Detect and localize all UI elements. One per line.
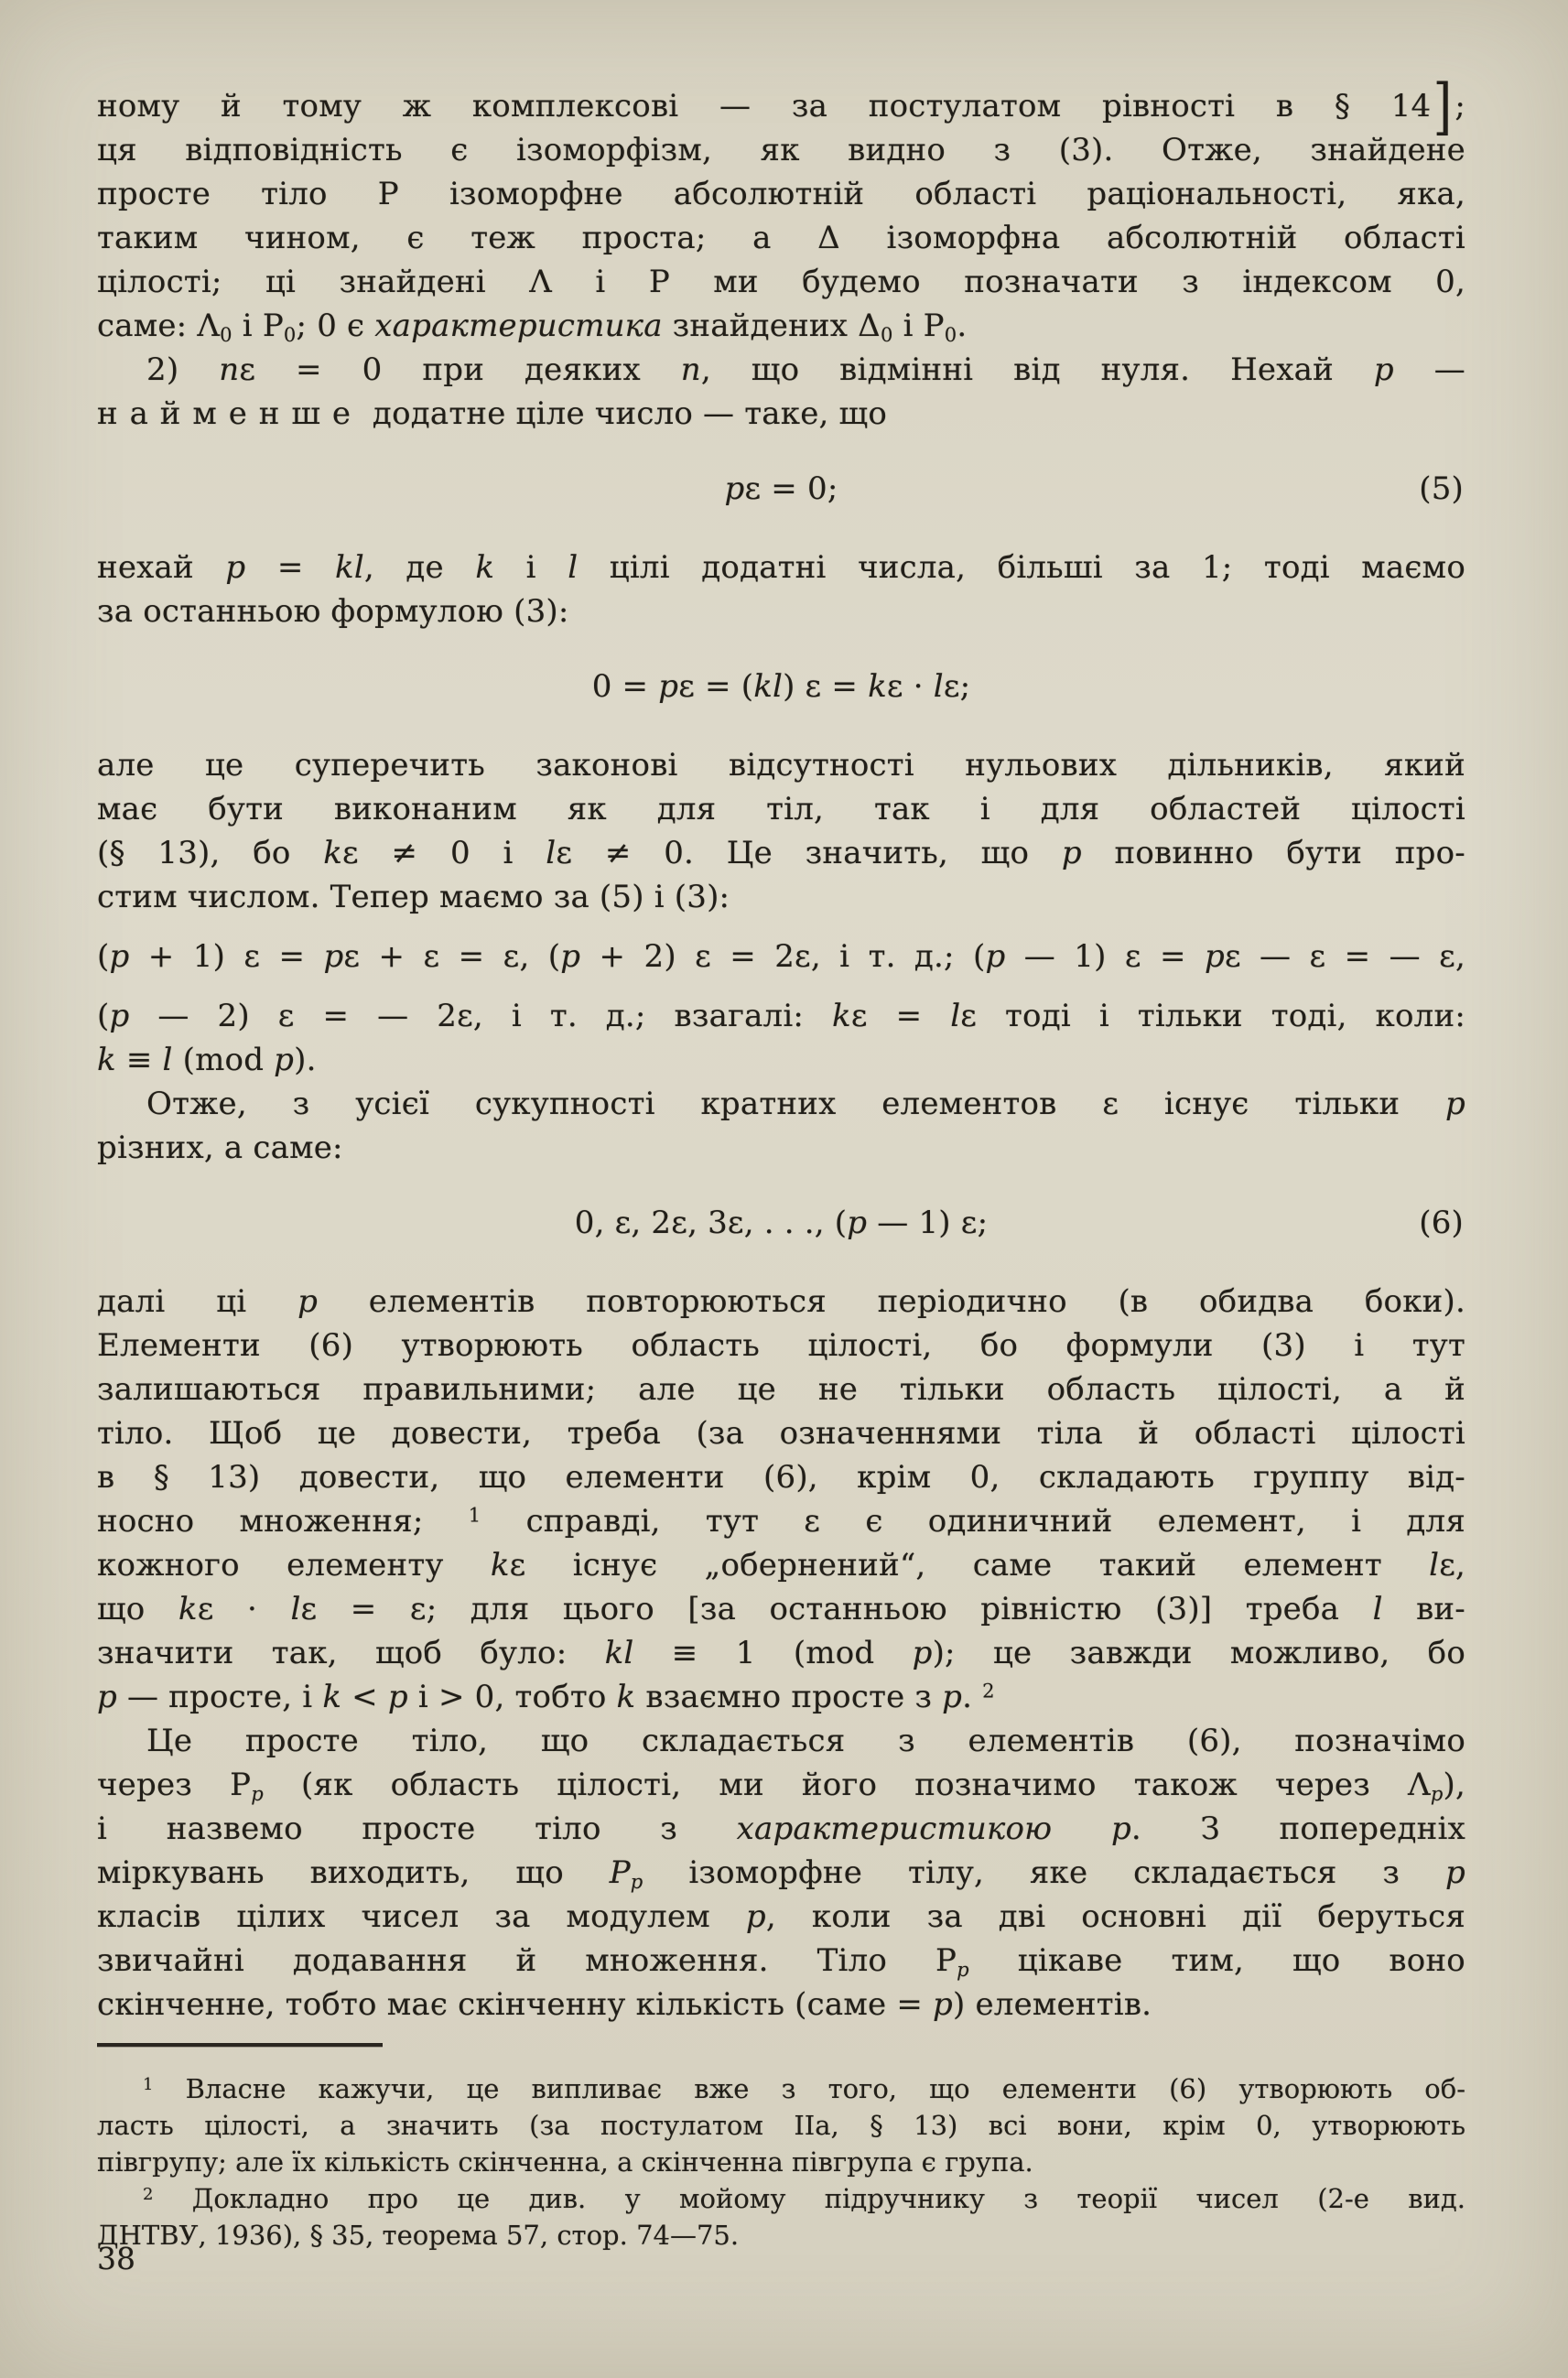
text-line: далі ці p елементів повторюються періодично (в обидва боки). xyxy=(97,1283,1465,1320)
footnotes xyxy=(97,2070,1465,2254)
text-line: і назвемо просте тіло з характеристикою p. З попередніх xyxy=(97,1811,1465,1847)
text-line: таким чином, є теж проста; а Δ ізоморфна абсолютній області xyxy=(97,220,1465,256)
text-line: (p — 2) ε = — 2ε, і т. д.; взагалі: kε = lε тоді і тільки тоді, коли: xyxy=(97,998,1465,1034)
text-line: залишаються правильними; але це не тільки область цілості, а й xyxy=(97,1371,1465,1408)
text-line: але це суперечить законові відсутності нульових дільників, який xyxy=(97,747,1465,784)
display-formula xyxy=(97,467,1465,511)
text-line: через $Р_p$ (як область цілості, ми його позначимо також через $\Lambda_p$), xyxy=(97,1767,1465,1805)
text-line: півгрупу; але їх кількість скінченна, а скінченна півгрупа є група. xyxy=(97,2146,1033,2178)
text-line: Це просте тіло, що складається з елементів (6), позначімо xyxy=(146,1723,1465,1759)
display-formula xyxy=(97,1201,1465,1245)
text-line: (p + 1) ε = pε + ε = ε, (p + 2) ε = 2ε, і т. д.; (p — 1) ε = pε — ε = — ε, xyxy=(97,938,1465,975)
body-text xyxy=(97,71,1466,2027)
text-line: $^2$ Докладно про це див. у мойому підручнику з теорії чисел (2-е вид. xyxy=(143,2183,1465,2214)
text-line: в § 13) довести, що елементи (6), крім 0, складають группу від- xyxy=(97,1459,1465,1496)
text-line: класів цілих чисел за модулем p, коли за дві основні дії беруться xyxy=(97,1898,1466,1935)
text-line: саме: $\Lambda_0$ і $Р_0$; 0 є характеристика знайдених $\Delta_0$ і $Р_0$. xyxy=(97,308,968,346)
text-line: (§ 13), бо kε ≠ 0 і lε ≠ 0. Це значить, що p повинно бути про- xyxy=(97,835,1465,871)
text-line: k ≡ l (mod p). xyxy=(97,1042,317,1078)
text-line: Елементи (6) утворюють область цілості, бо формули (3) і тут xyxy=(97,1327,1465,1364)
text-line: тіло. Щоб це довести, треба (за означеннями тіла й області цілості xyxy=(97,1415,1465,1452)
display-formula xyxy=(97,665,1465,708)
equation-number: (5) xyxy=(1419,470,1464,507)
text-line: ця відповідність є ізоморфізм, як видно з (3). Отже, знайдене xyxy=(97,132,1465,168)
formula: pε = 0; xyxy=(724,470,838,507)
text-line: має бути виконаним як для тіл, так і для областей цілості xyxy=(97,791,1465,827)
text-line: що kε · lε = ε; для цього [за останньою рівністю (3)] треба l ви- xyxy=(97,1591,1465,1627)
text-line: ному й тому ж комплексові — за постулатом рівності в § 14]; xyxy=(97,71,1465,142)
text-line: значити так, щоб було: kl ≡ 1 (mod p); це завжди можливо, бо xyxy=(97,1635,1465,1671)
text-line: ДНТВУ, 1936), § 35, теорема 57, стор. 74—75. xyxy=(97,2220,740,2251)
text-line: різних, а саме: xyxy=(97,1130,343,1166)
text-line: скінченне, тобто має скінченну кількість (саме = p) елементів. xyxy=(97,1986,1152,2023)
page-number: 38 xyxy=(97,2241,135,2276)
formula: 0, ε, 2ε, 3ε, . . ., (p — 1) ε; xyxy=(574,1205,989,1241)
formula: 0 = pε = (kl) ε = kε · lε; xyxy=(591,668,971,705)
text-line: цілості; ці знайдені Λ і Р ми будемо позначати з індексом 0, xyxy=(97,264,1465,300)
text-line: міркувань виходить, що $P_p$ ізоморфне тілу, яке складається з p xyxy=(97,1854,1465,1893)
footnote-separator xyxy=(97,2043,383,2047)
text-line: звичайні додавання й множення. Тіло $Р_p$ цікаве тим, що воно xyxy=(97,1942,1465,1981)
text-line: носно множення; $^1$ справді, тут ε є одиничний елемент, і для xyxy=(97,1503,1466,1540)
text-line: найменше додатне ціле число — таке, що xyxy=(97,395,888,432)
text-line: 2) nε = 0 при деяких n, що відмінні від нуля. Нехай p — xyxy=(146,351,1465,388)
text-line: Отже, з усієї сукупності кратних елементов ε існує тільки p xyxy=(146,1086,1465,1122)
text-line: за останньою формулою (3): xyxy=(97,593,569,630)
text-line: кожного елементу kε існує „обернений“, саме такий елемент lε, xyxy=(97,1547,1466,1584)
text-line: стим числом. Тепер маємо за (5) і (3): xyxy=(97,879,730,915)
equation-number: (6) xyxy=(1419,1205,1464,1241)
text-line: нехай p = kl, де k і l цілі додатні числа, більші за 1; тоді маємо xyxy=(97,549,1465,586)
text-line: $^1$ Власне кажучи, це випливає вже з того, що елементи (6) утворюють об- xyxy=(143,2073,1465,2104)
text-line: ласть цілості, а значить (за постулатом ІІа, § 13) всі вони, крім 0, утворюють xyxy=(97,2110,1465,2141)
text-line: просте тіло Р ізоморфне абсолютній області раціональності, яка, xyxy=(97,176,1465,212)
text-line: p — просте, і k < p і > 0, тобто k взаємно просте з p. $^2$ xyxy=(97,1679,995,1715)
